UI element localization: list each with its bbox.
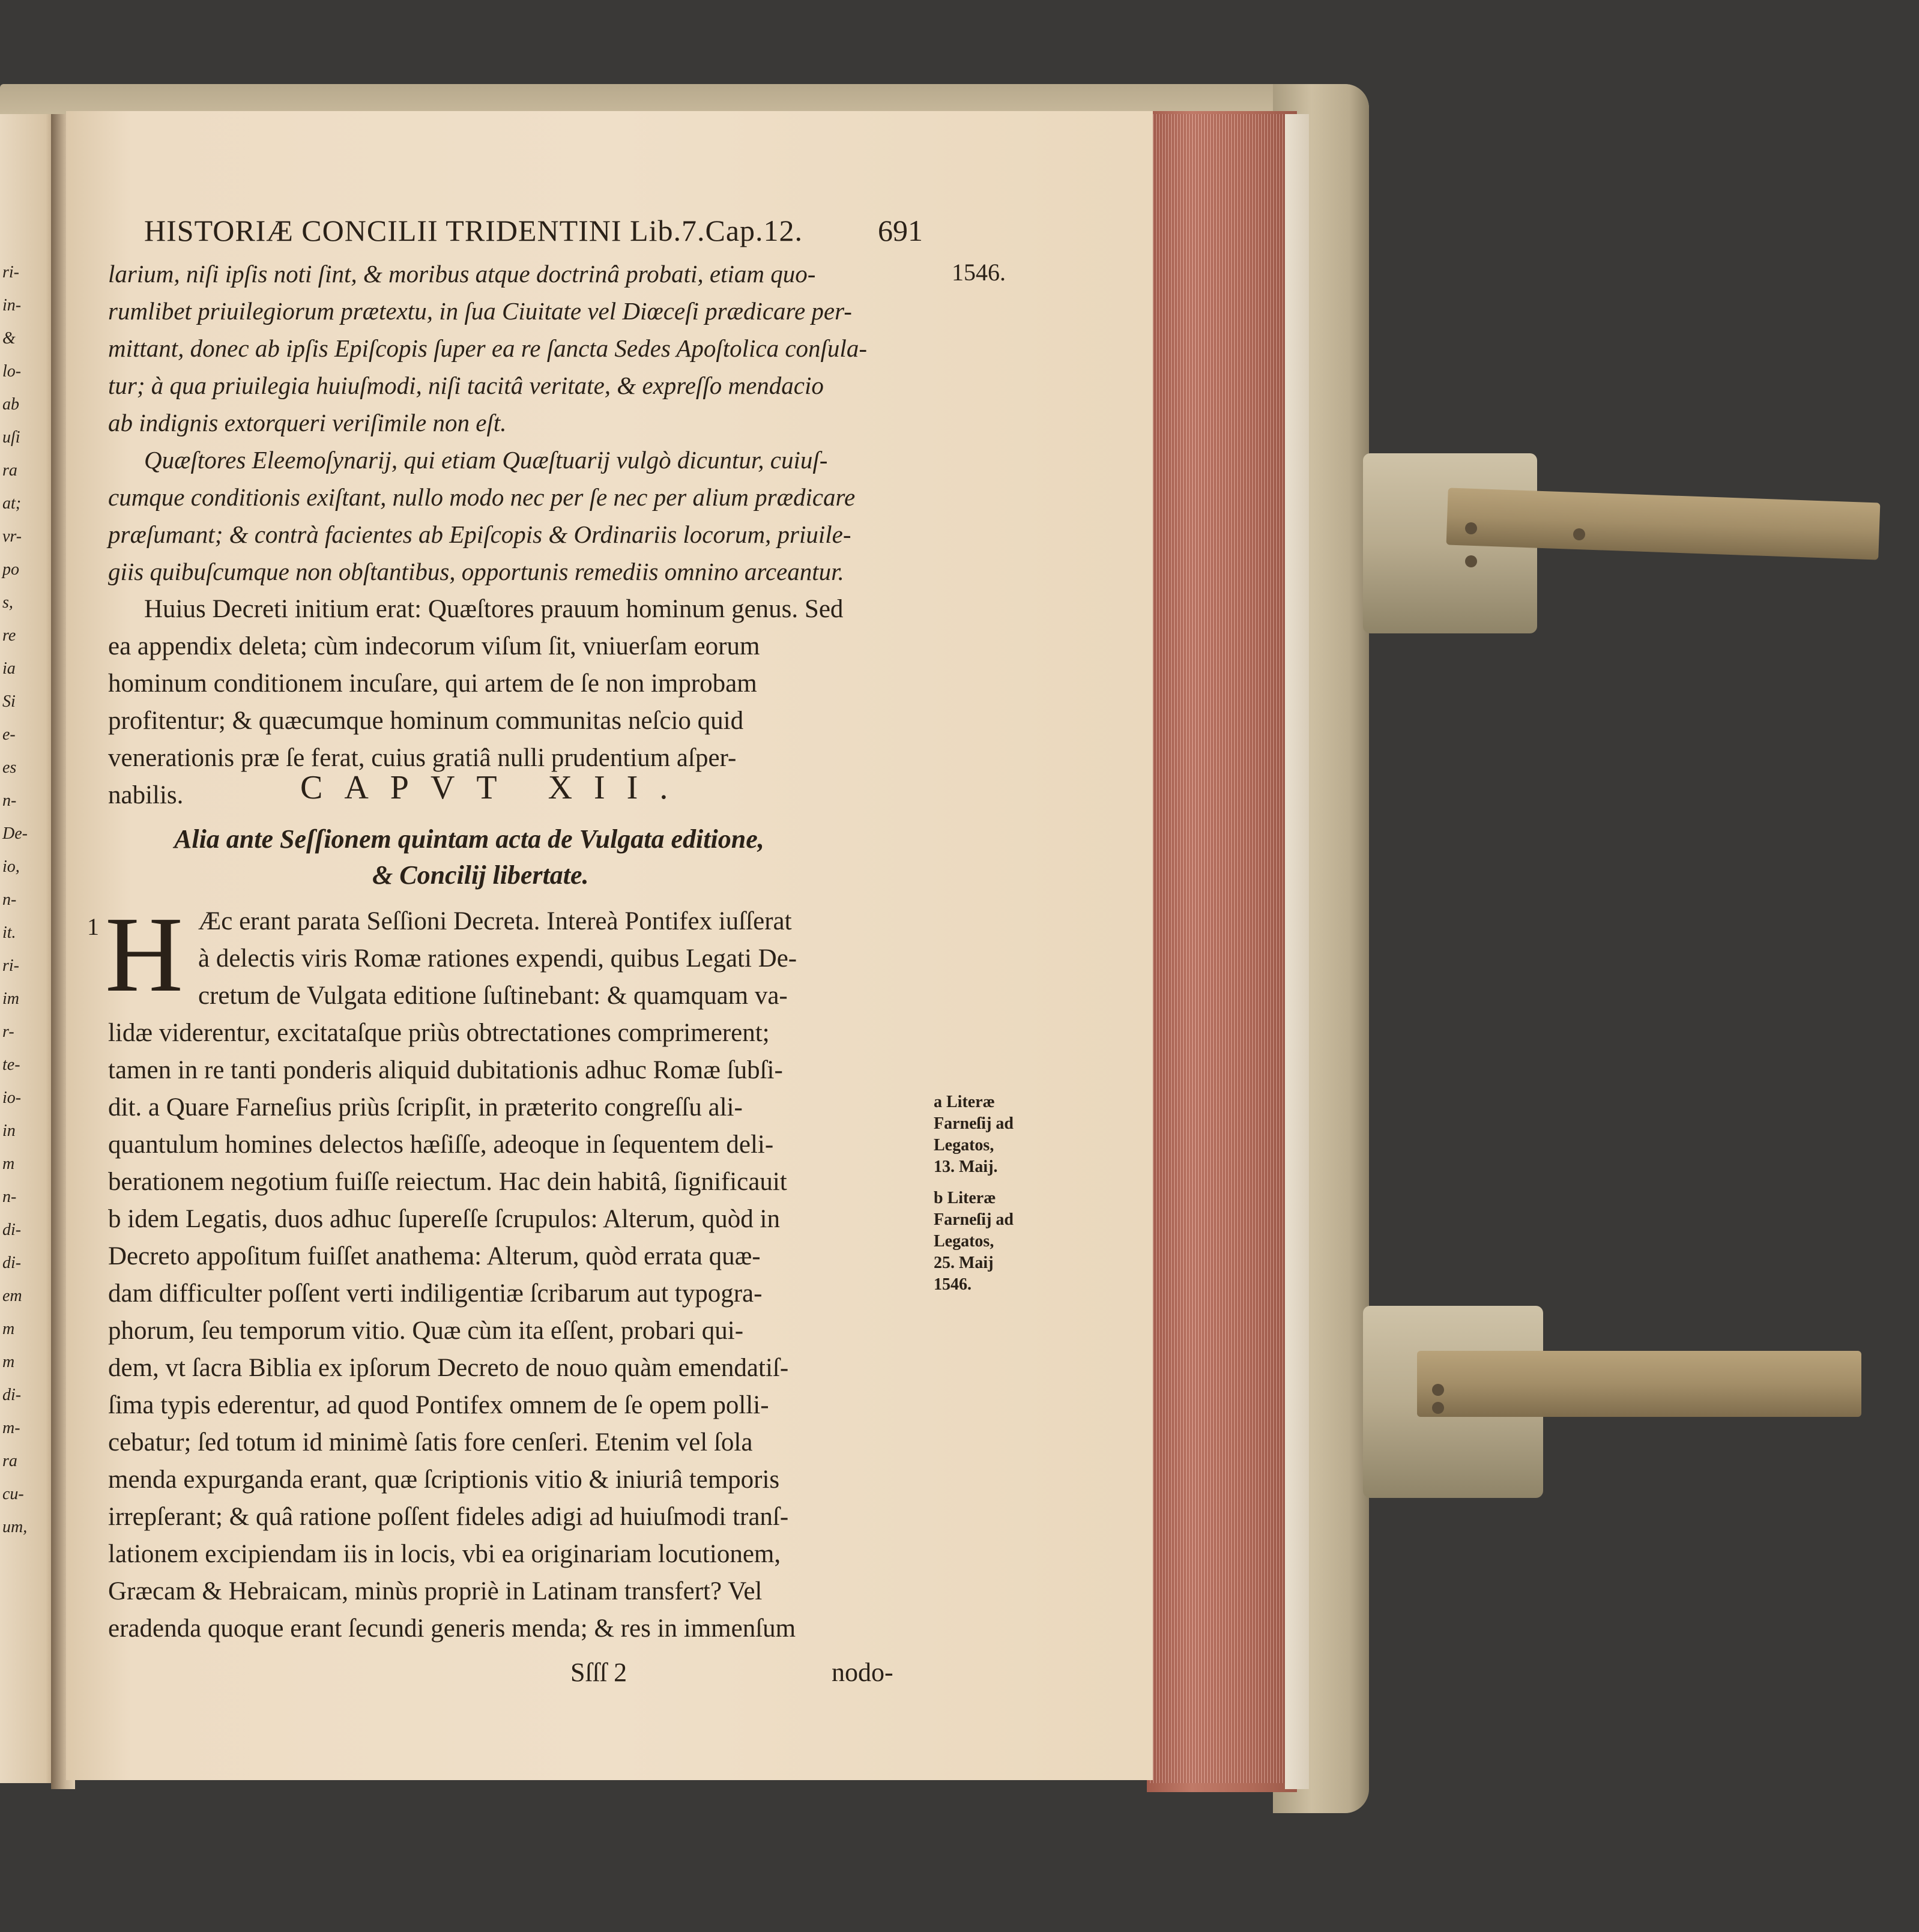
text-line: menda expurganda erant, quæ ſcriptionis vitio & iniuriâ temporis xyxy=(108,1466,780,1494)
left-fragment: n- xyxy=(2,791,17,810)
rivet xyxy=(1432,1402,1444,1414)
left-fragment: m xyxy=(2,1320,15,1338)
left-fragment: ra xyxy=(2,1452,17,1470)
page-block-inner xyxy=(1285,114,1309,1789)
left-fragment: Si xyxy=(2,692,16,711)
left-fragment: um, xyxy=(2,1518,28,1536)
left-fragment: n- xyxy=(2,1188,17,1206)
italic-line: rumlibet priuilegiorum prætextu, in ſua Ciuitate vel Diœceſi prædicare per- xyxy=(108,297,852,325)
catchword: nodo- xyxy=(832,1658,893,1687)
text-line: nabilis. xyxy=(108,781,184,809)
italic-line: præſumant; & contrà facientes ab Epiſcopis & Ordinariis locorum, priuile- xyxy=(108,521,851,548)
left-fragment: es xyxy=(2,758,17,777)
side-note: 25. Maij xyxy=(934,1254,994,1272)
running-title: HISTORIÆ CONCILII TRIDENTINI Lib.7.Cap.12. xyxy=(144,214,803,247)
left-fragment: r- xyxy=(2,1022,14,1041)
left-fragment: im xyxy=(2,989,19,1008)
left-fragment: ri- xyxy=(2,263,19,282)
side-note: a Literæ xyxy=(934,1093,995,1111)
text-line: quantulum homines delectos hæſiſſe, adeoque in ſequentem deli- xyxy=(108,1131,774,1159)
text-line: Huius Decreti initium erat: Quæſtores prauum hominum genus. Sed xyxy=(144,595,844,623)
text-line: à delectis viris Romæ rationes expendi, quibus Legati De- xyxy=(198,944,797,973)
side-note: 13. Maij. xyxy=(934,1158,998,1176)
chapter-subtitle: & Concilij libertate. xyxy=(372,860,589,890)
left-fragment: s, xyxy=(2,593,13,612)
side-note: Farneſij ad xyxy=(934,1114,1014,1133)
left-fragment: io- xyxy=(2,1088,22,1107)
rivet xyxy=(1465,555,1477,567)
left-fragment: po xyxy=(2,560,19,579)
text-line: cretum de Vulgata editione ſuſtinebant: & quamquam va- xyxy=(198,982,788,1010)
left-fragment: e- xyxy=(2,725,16,744)
chapter-title: CAPVT XII. xyxy=(300,769,690,806)
side-note: 1546. xyxy=(934,1275,972,1294)
page-number: 691 xyxy=(878,214,923,247)
text-line: berationem negotium fuiſſe reiectum. Hac dein habitâ, ſignificauit xyxy=(108,1168,787,1196)
italic-line: Quæſtores Eleemoſynarij, qui etiam Quæſtuarij vulgò dicuntur, cuiuſ- xyxy=(144,446,828,474)
rivet xyxy=(1465,522,1477,534)
text-line: Æc erant parata Seſſioni Decreta. Intereà Pontifex iuſſerat xyxy=(198,907,792,935)
side-note: Legatos, xyxy=(934,1136,994,1155)
side-note: b Literæ xyxy=(934,1189,996,1207)
left-fragment: n- xyxy=(2,890,17,909)
text-line: dit. a Quare Farneſius priùs ſcripſit, in præterito congreſſu ali- xyxy=(108,1093,743,1121)
page-block-lines xyxy=(1150,114,1294,1783)
text-line: irrepſerant; & quâ ratione poſſent fideles adigi ad huiuſmodi tranſ- xyxy=(108,1503,789,1531)
chapter-subtitle: Alia ante Seſſionem quintam acta de Vulgata editione, xyxy=(174,824,764,854)
left-fragment: & xyxy=(2,329,16,348)
left-fragment: io, xyxy=(2,857,20,876)
rivet xyxy=(1573,528,1585,540)
left-fragment: vr- xyxy=(2,527,22,546)
text-line: cebatur; ſed totum id minimè ſatis fore cenſeri. Etenim vel ſola xyxy=(108,1428,753,1457)
left-fragment: m xyxy=(2,1353,15,1371)
left-fragment: re xyxy=(2,626,16,645)
left-fragment: at; xyxy=(2,494,22,513)
text-line: venerationis præ ſe ferat, cuius gratiâ nulli prudentium aſper- xyxy=(108,744,737,772)
left-fragment: m- xyxy=(2,1419,20,1437)
drop-cap: H xyxy=(105,895,183,1014)
left-fragment: ia xyxy=(2,659,16,678)
signature-mark: Sſſſ 2 xyxy=(570,1658,627,1687)
left-page xyxy=(0,114,57,1783)
side-note: Legatos, xyxy=(934,1232,994,1251)
margin-year: 1546. xyxy=(952,259,1006,286)
text-line: hominum conditionem incuſare, qui artem de ſe non improbam xyxy=(108,669,757,698)
left-fragment: it. xyxy=(2,923,16,942)
italic-line: cumque conditionis exiſtant, nullo modo nec per ſe nec per alium prædicare xyxy=(108,483,856,511)
left-fragment: em xyxy=(2,1287,22,1305)
italic-line: ab indignis extorqueri veriſimile non eſt. xyxy=(108,409,507,436)
text-line: Græcam & Hebraicam, minùs propriè in Latinam transfert? Vel xyxy=(108,1577,763,1605)
left-fragment: in- xyxy=(2,296,22,315)
text-line: phorum, ſeu temporum vitio. Quæ cùm ita eſſent, probari qui- xyxy=(108,1317,744,1345)
text-line: dam difficulter poſſent verti indiligentiæ ſcribarum aut typogra- xyxy=(108,1279,763,1308)
text-line: lationem excipiendam iis in locis, vbi ea originariam locutionem, xyxy=(108,1540,781,1568)
left-fragment: te- xyxy=(2,1055,20,1074)
text-line: b idem Legatis, duos adhuc ſupereſſe ſcrupulos: Alterum, quòd in xyxy=(108,1205,780,1233)
text-line: tamen in re tanti ponderis aliquid dubitationis adhuc Romæ ſubſi- xyxy=(108,1056,783,1084)
left-fragment: di- xyxy=(2,1254,22,1272)
left-fragment: ab xyxy=(2,395,19,414)
italic-line: mittant, donec ab ipſis Epiſcopis ſuper ea re ſancta Sedes Apoſtolica conſula- xyxy=(108,334,867,362)
left-fragment: uſi xyxy=(2,428,20,447)
rivet xyxy=(1432,1384,1444,1396)
text-line: profitentur; & quæcumque hominum communitas neſcio quid xyxy=(108,707,744,735)
left-fragment: in xyxy=(2,1121,16,1140)
left-fragment: ra xyxy=(2,461,17,480)
side-note: Farneſij ad xyxy=(934,1210,1014,1229)
left-fragment: di- xyxy=(2,1386,22,1404)
italic-line: larium, niſi ipſis noti ſint, & moribus atque doctrinâ probati, etiam quo- xyxy=(108,260,816,288)
left-fragment: lo- xyxy=(2,362,22,381)
left-fragment: m xyxy=(2,1155,15,1173)
left-fragment: De- xyxy=(2,824,28,843)
italic-line: tur; à qua priuilegia huiuſmodi, niſi tacitâ veritate, & expreſſo mendacio xyxy=(108,372,824,399)
text-line: ſima typis ederentur, ad quod Pontifex omnem de ſe opem polli- xyxy=(108,1391,769,1419)
left-fragment: ri- xyxy=(2,956,19,975)
text-line: Decreto appoſitum fuiſſet anathema: Alterum, quòd errata quæ- xyxy=(108,1242,761,1270)
text-line: ea appendix deleta; cùm indecorum viſum ſit, vniuerſam eorum xyxy=(108,632,760,660)
strap-bottom xyxy=(1417,1351,1861,1417)
paragraph-marker: 1 xyxy=(87,913,99,940)
text-line: eradenda quoque erant ſecundi generis menda; & res in immenſum xyxy=(108,1614,796,1643)
italic-line: giis quibuſcumque non obſtantibus, opportunis remediis omnino arceantur. xyxy=(108,558,844,585)
text-line: lidæ viderentur, excitataſque priùs obtrectationes comprimerent; xyxy=(108,1019,770,1047)
text-line: dem, vt ſacra Biblia ex ipſorum Decreto de nouo quàm emendatiſ- xyxy=(108,1354,789,1382)
left-fragment: cu- xyxy=(2,1485,24,1503)
left-fragment: di- xyxy=(2,1221,22,1239)
